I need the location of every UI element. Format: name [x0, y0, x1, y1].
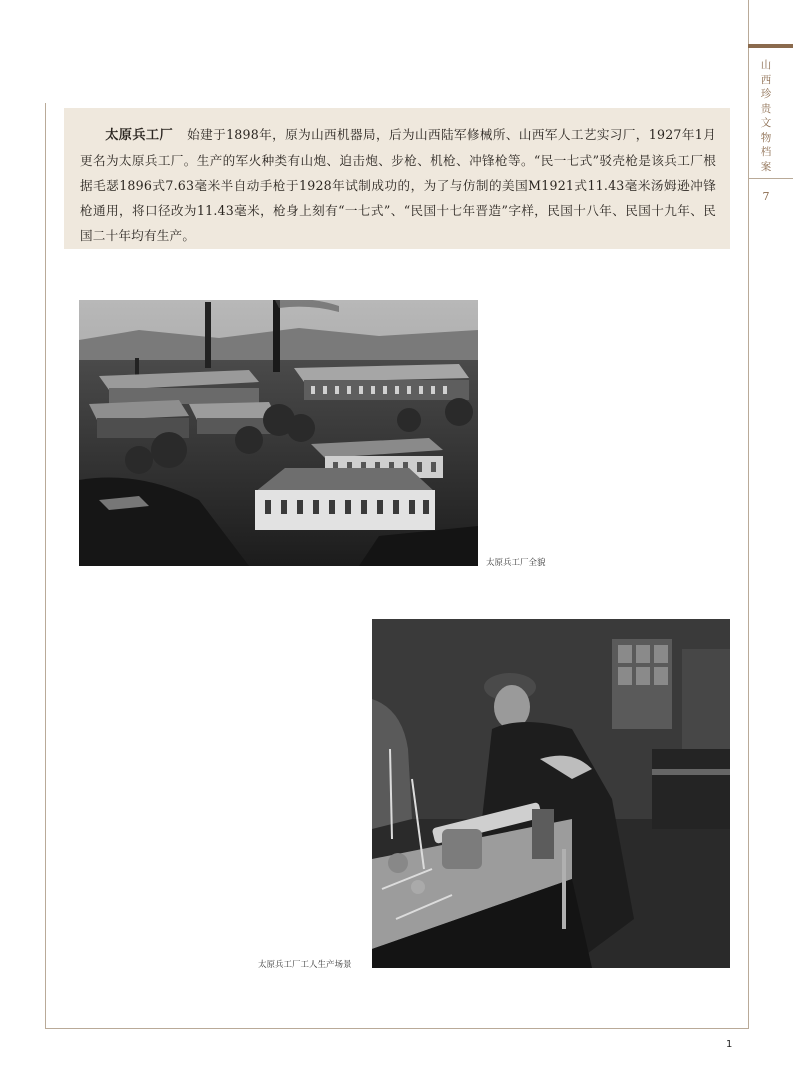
factory-photo-caption: 太原兵工厂全貌 — [486, 558, 546, 568]
factory-panorama-photo — [79, 300, 478, 566]
side-tab-accent-bar — [748, 44, 793, 48]
page-frame-right-line — [748, 0, 749, 1029]
intro-box — [64, 108, 730, 249]
workers-photo-caption: 太原兵工厂工人生产场景 — [258, 960, 352, 970]
page-frame-bottom-line — [45, 1028, 749, 1029]
side-tab-number: 7 — [762, 190, 770, 203]
intro-paragraph — [80, 122, 716, 248]
intro-body: 始建于1898年，原为山西机器局，后为山西陆军修械所、山西军人工艺实习厂，1927年1月更名为太原兵工厂。生产的军火种类有山炮、迫击炮、步枪、机枪、冲锋枪等。“民一七式”驳壳枪是该兵工厂根据毛瑟1896式7.63毫米半自动手枪于1928年试制成功的，为了与仿制的美国M1921式11.43毫米汤姆逊冲锋枪通用，将口径改为11.43毫米，枪身上刻有“一七式”、“民国十七年晋造”字样，民国十八年、民国十九年、民国二十年均有生产。 — [80, 127, 717, 243]
intro-heading: 太原兵工厂 — [105, 128, 174, 143]
side-tab-divider — [748, 178, 793, 179]
page-number: 1 — [726, 1039, 733, 1050]
side-tab-title: 山西珍贵文物档案 — [760, 59, 772, 173]
workers-production-photo — [372, 619, 730, 968]
page-frame-left-line — [45, 103, 46, 1029]
